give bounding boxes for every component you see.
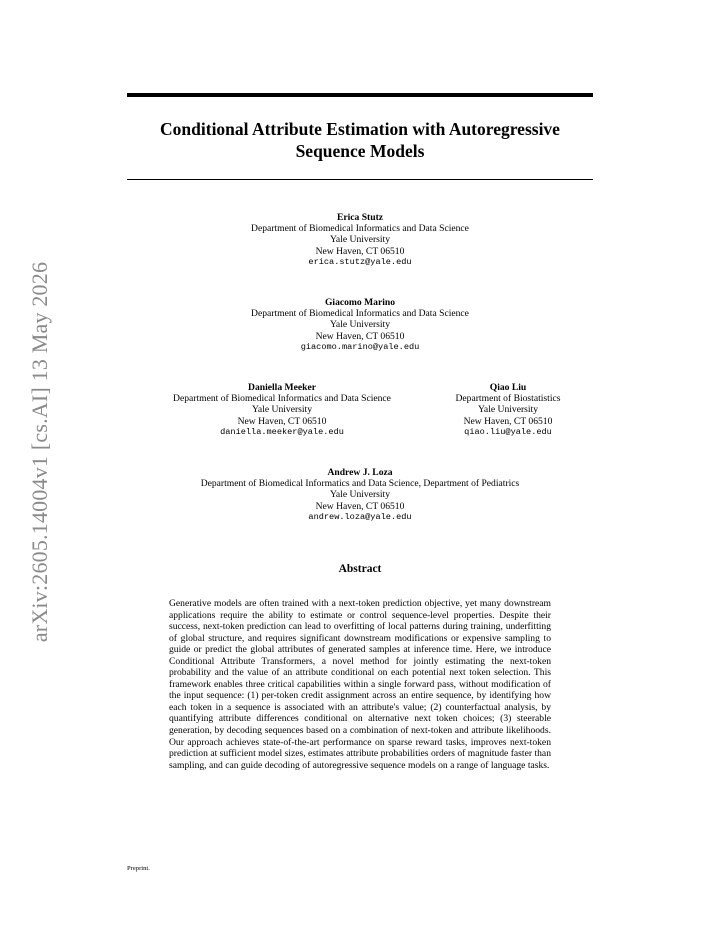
author-block-stutz: [127, 212, 593, 268]
author-name: Erica Stutz: [336, 212, 384, 223]
author-email: erica.stutz@yale.edu: [308, 256, 412, 267]
author-block-loza: [127, 467, 593, 523]
author-department: Department of Biomedical Informatics and Data Science: [173, 393, 391, 405]
author-university: Yale University: [477, 404, 539, 416]
author-name: Giacomo Marino: [324, 297, 396, 308]
author-location: New Haven, CT 06510: [315, 245, 405, 257]
author-location: New Haven, CT 06510: [315, 330, 405, 342]
title-rule-bottom: [127, 179, 593, 180]
author-university: Yale University: [329, 319, 391, 331]
author-department: Department of Biomedical Informatics and Data Science, Department of Pediatrics: [200, 478, 520, 490]
paper-title-line-1: Conditional Attribute Estimation with Autoregressive: [160, 119, 560, 139]
author-department: Department of Biomedical Informatics and Data Science: [251, 223, 469, 235]
author-email: daniella.meeker@yale.edu: [220, 426, 344, 437]
author-block-marino: [127, 297, 593, 353]
author-location: New Haven, CT 06510: [237, 415, 327, 427]
paper-title-line-2: Sequence Models: [295, 141, 425, 161]
preprint-footnote: Preprint.: [127, 865, 150, 872]
author-name: Qiao Liu: [489, 382, 527, 393]
author-block-meeker: [142, 382, 422, 438]
author-department: Department of Biostatistics: [455, 393, 561, 405]
author-email: andrew.loza@yale.edu: [308, 511, 412, 522]
author-location: New Haven, CT 06510: [315, 500, 405, 512]
author-university: Yale University: [329, 234, 391, 246]
abstract-heading: Abstract: [338, 563, 382, 575]
author-department: Department of Biomedical Informatics and Data Science: [251, 308, 469, 320]
author-university: Yale University: [251, 404, 313, 416]
author-name: Andrew J. Loza: [327, 467, 393, 478]
author-university: Yale University: [329, 489, 391, 501]
abstract-body: Generative models are often trained with a next-token prediction objective, yet many downstream applications require the ability to estimate or control sequence-level properties. Despite their success, next-token prediction can lead to overfitting of local patterns during training, underfitting of global structure, and requires significant downstream modifications or expensive sampling to guide or predict the global attributes of generated samples at inference time. Here, we introduce Conditional Attribute Transformers, a novel method for jointly estimating the next-token probability and the value of an attribute conditional on each potential next token selection. This framework enables three critical capabilities within a single forward pass, without modification of the input sequence: (1) per-token credit assignment across an entire sequence, by identifying how each token in a sequence is associated with an attribute's value; (2) counterfactual analysis, by quantifying attribute differences conditional on alternative next token choices; (3) steerable generation, by decoding sequences based on a combination of next-token and attribute likelihoods. Our approach achieves state-of-the-art performance on sparse reward tasks, improves next-token prediction at sufficient model sizes, estimates attribute probabilities orders of magnitude faster than sampling, and can guide decoding of autoregressive sequence models on a range of language tasks.: [169, 598, 551, 771]
author-email: giacomo.marino@yale.edu: [300, 341, 420, 352]
author-email: qiao.liu@yale.edu: [464, 426, 552, 437]
author-name: Daniella Meeker: [248, 382, 316, 393]
author-location: New Haven, CT 06510: [463, 415, 553, 427]
paper-title: [127, 118, 593, 162]
author-block-liu: [438, 382, 578, 438]
arxiv-identifier: arXiv:2605.14004v1 [cs.AI] 13 May 2026: [27, 261, 52, 643]
title-rule-top: [127, 93, 593, 97]
